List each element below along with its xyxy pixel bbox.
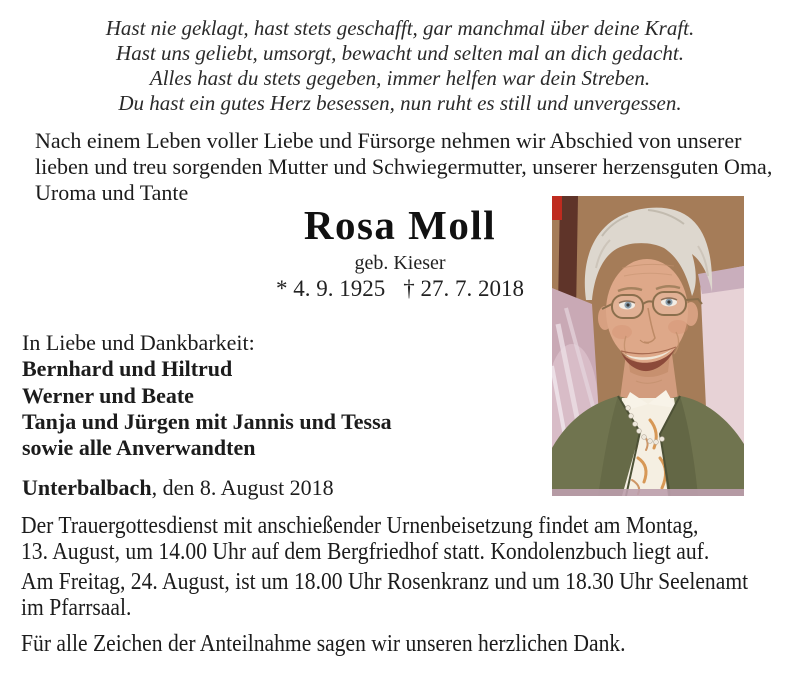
portrait-photo [552, 196, 744, 496]
deceased-name: Rosa Moll [303, 202, 497, 248]
poem-line: Hast nie geklagt, hast stets geschafft, gar manchmal über deine Kraft. [105, 16, 695, 40]
intro-paragraph [35, 128, 772, 206]
death-date: † 27. 7. 2018 [403, 276, 524, 301]
family-block [22, 330, 392, 461]
dateline-rest: , den 8. August 2018 [151, 475, 334, 500]
service-line: 13. August, um 14.00 Uhr auf dem Bergfriedhof statt. Kondolenzbuch liegt auf. [21, 539, 710, 565]
poem-line: Du hast ein gutes Herz besessen, nun ruht es still und unvergessen. [118, 91, 682, 115]
maiden-name: geb. Kieser [354, 252, 446, 274]
family-name-line: Werner und Beate [22, 382, 194, 408]
service-paragraph-2 [21, 569, 748, 621]
poem-line: Alles hast du stets gegeben, immer helfen war dein Streben. [149, 66, 651, 90]
family-salutation: In Liebe und Dankbarkeit: [22, 330, 255, 355]
service-line: im Pfarrsaal. [21, 595, 132, 621]
place-name: Unterbalbach [22, 475, 152, 500]
memorial-poem [0, 16, 800, 116]
intro-line: Uroma und Tante [35, 180, 189, 205]
thanks-line: Für alle Zeichen der Anteilnahme sagen wir unseren herzlichen Dank. [21, 631, 626, 657]
family-name-line: Bernhard und Hiltrud [22, 356, 233, 382]
service-paragraph-1 [21, 513, 709, 565]
portrait-photo-art [552, 196, 744, 496]
family-name-line: Tanja und Jürgen mit Jannis und Tessa [22, 408, 392, 434]
place-dateline [22, 475, 334, 501]
intro-line: lieben und treu sorgenden Mutter und Schwiegermutter, unserer herzensguten Oma, [35, 154, 773, 179]
poem-line: Hast uns geliebt, umsorgt, bewacht und selten mal an dich gedacht. [116, 41, 684, 65]
family-name-line: sowie alle Anverwandten [22, 435, 256, 461]
service-line: Am Freitag, 24. August, ist um 18.00 Uhr Rosenkranz und um 18.30 Uhr Seelenamt [21, 569, 749, 595]
birth-date: * 4. 9. 1925 [276, 276, 386, 301]
service-line: Der Trauergottesdienst mit anschießender Urnenbeisetzung findet am Montag, [21, 513, 699, 539]
intro-line: Nach einem Leben voller Liebe und Fürsorge nehmen wir Abschied von unserer [35, 128, 742, 153]
